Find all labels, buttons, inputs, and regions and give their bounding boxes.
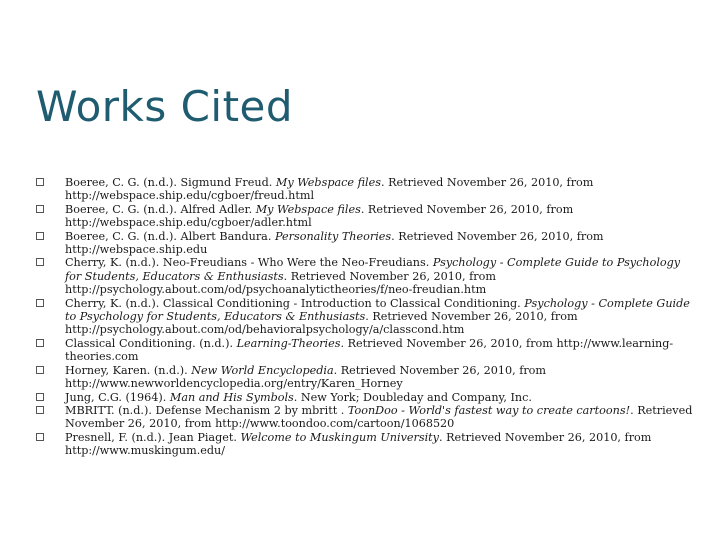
checkbox-bullet-icon (36, 393, 44, 401)
reference-text: Cherry, K. (n.d.). Classical Conditioning - Introduction to Classical Conditioning. (65, 296, 525, 310)
reference-text: MBRITT. (n.d.). Defense Mechanism 2 by mbritt . (65, 403, 348, 417)
reference-retrieval: . Retrieved November 26, 2010, from http://webspace.ship.edu (65, 229, 604, 257)
checkbox-bullet-icon (36, 178, 44, 186)
reference-source-title: Psychology - Complete Guide to Psychology for Students, Educators & Enthusiasts (65, 256, 681, 283)
reference-retrieval: . Retrieved November 26, 2010, from http://www.toondoo.com/cartoon/1068520 (65, 403, 693, 431)
list-item (36, 176, 696, 203)
list-item (36, 391, 696, 404)
checkbox-bullet-icon (36, 406, 44, 414)
reference-source-title: My Webspace files (275, 176, 381, 189)
reference-retrieval: . Retrieved November 26, 2010, from http://webspace.ship.edu/cgboer/freud.html (65, 176, 594, 203)
reference-text: Cherry, K. (n.d.). Neo-Freudians - Who Were the Neo-Freudians. (65, 256, 433, 270)
checkbox-bullet-icon (36, 299, 44, 307)
checkbox-bullet-icon (36, 339, 44, 347)
checkbox-bullet-icon (36, 433, 44, 441)
reference-text: Boeree, C. G. (n.d.). Sigmund Freud. (65, 176, 276, 189)
slide-title: Works Cited (36, 82, 294, 131)
reference-text: Boeree, C. G. (n.d.). Albert Bandura. (65, 229, 275, 243)
reference-source-title: Man and His Symbols (169, 390, 294, 404)
reference-source-title: ToonDoo - World's fastest way to create cartoons! (347, 403, 631, 417)
checkbox-bullet-icon (36, 258, 44, 266)
reference-source-title: Learning-Theories (236, 336, 341, 350)
reference-source-title: New World Encyclopedia (191, 363, 334, 377)
reference-retrieval: . Retrieved November 26, 2010, from http://psychology.about.com/od/behavioralpsychology/a/classcond.htm (65, 310, 578, 337)
reference-retrieval: . Retrieved November 26, 2010, from http://psychology.about.com/od/psychoanalytictheories/f/neo-freudian.htm (65, 269, 496, 297)
list-item (36, 431, 696, 458)
reference-retrieval: . Retrieved November 26, 2010, from http://webspace.ship.edu/cgboer/adler.html (65, 202, 574, 230)
reference-source-title: Personality Theories (274, 229, 392, 243)
checkbox-bullet-icon (36, 232, 44, 240)
reference-text: Classical Conditioning. (n.d.). (65, 336, 237, 350)
reference-text: Presnell, F. (n.d.). Jean Piaget. (65, 430, 241, 444)
reference-retrieval: . New York; Doubleday and Company, Inc. (293, 390, 532, 404)
checkbox-bullet-icon (36, 205, 44, 213)
reference-retrieval: . Retrieved November 26, 2010, from http://www.muskingum.edu/ (65, 430, 652, 458)
list-item (36, 230, 696, 257)
list-item (36, 297, 696, 337)
list-item (36, 404, 696, 431)
list-item (36, 337, 696, 364)
checkbox-bullet-icon (36, 366, 44, 374)
reference-source-title: Psychology - Complete Guide to Psychology for Students, Educators & Enthusiasts (65, 296, 690, 324)
reference-text: Boeree, C. G. (n.d.). Alfred Adler. (65, 202, 256, 216)
reference-retrieval: . Retrieved November 26, 2010, from http://www.newworldencyclopedia.org/entry/Karen_Horney (65, 363, 547, 391)
reference-list (36, 176, 696, 458)
list-item (36, 256, 696, 296)
reference-source-title: Welcome to Muskingum University (240, 430, 439, 444)
list-item (36, 203, 696, 230)
reference-source-title: My Webspace files (255, 202, 361, 216)
list-item (36, 364, 696, 391)
reference-text: Horney, Karen. (n.d.). (65, 363, 192, 377)
reference-text: Jung, C.G. (1964). (65, 390, 170, 404)
reference-retrieval: . Retrieved November 26, 2010, from http://www.learning-theories.com (65, 336, 674, 364)
